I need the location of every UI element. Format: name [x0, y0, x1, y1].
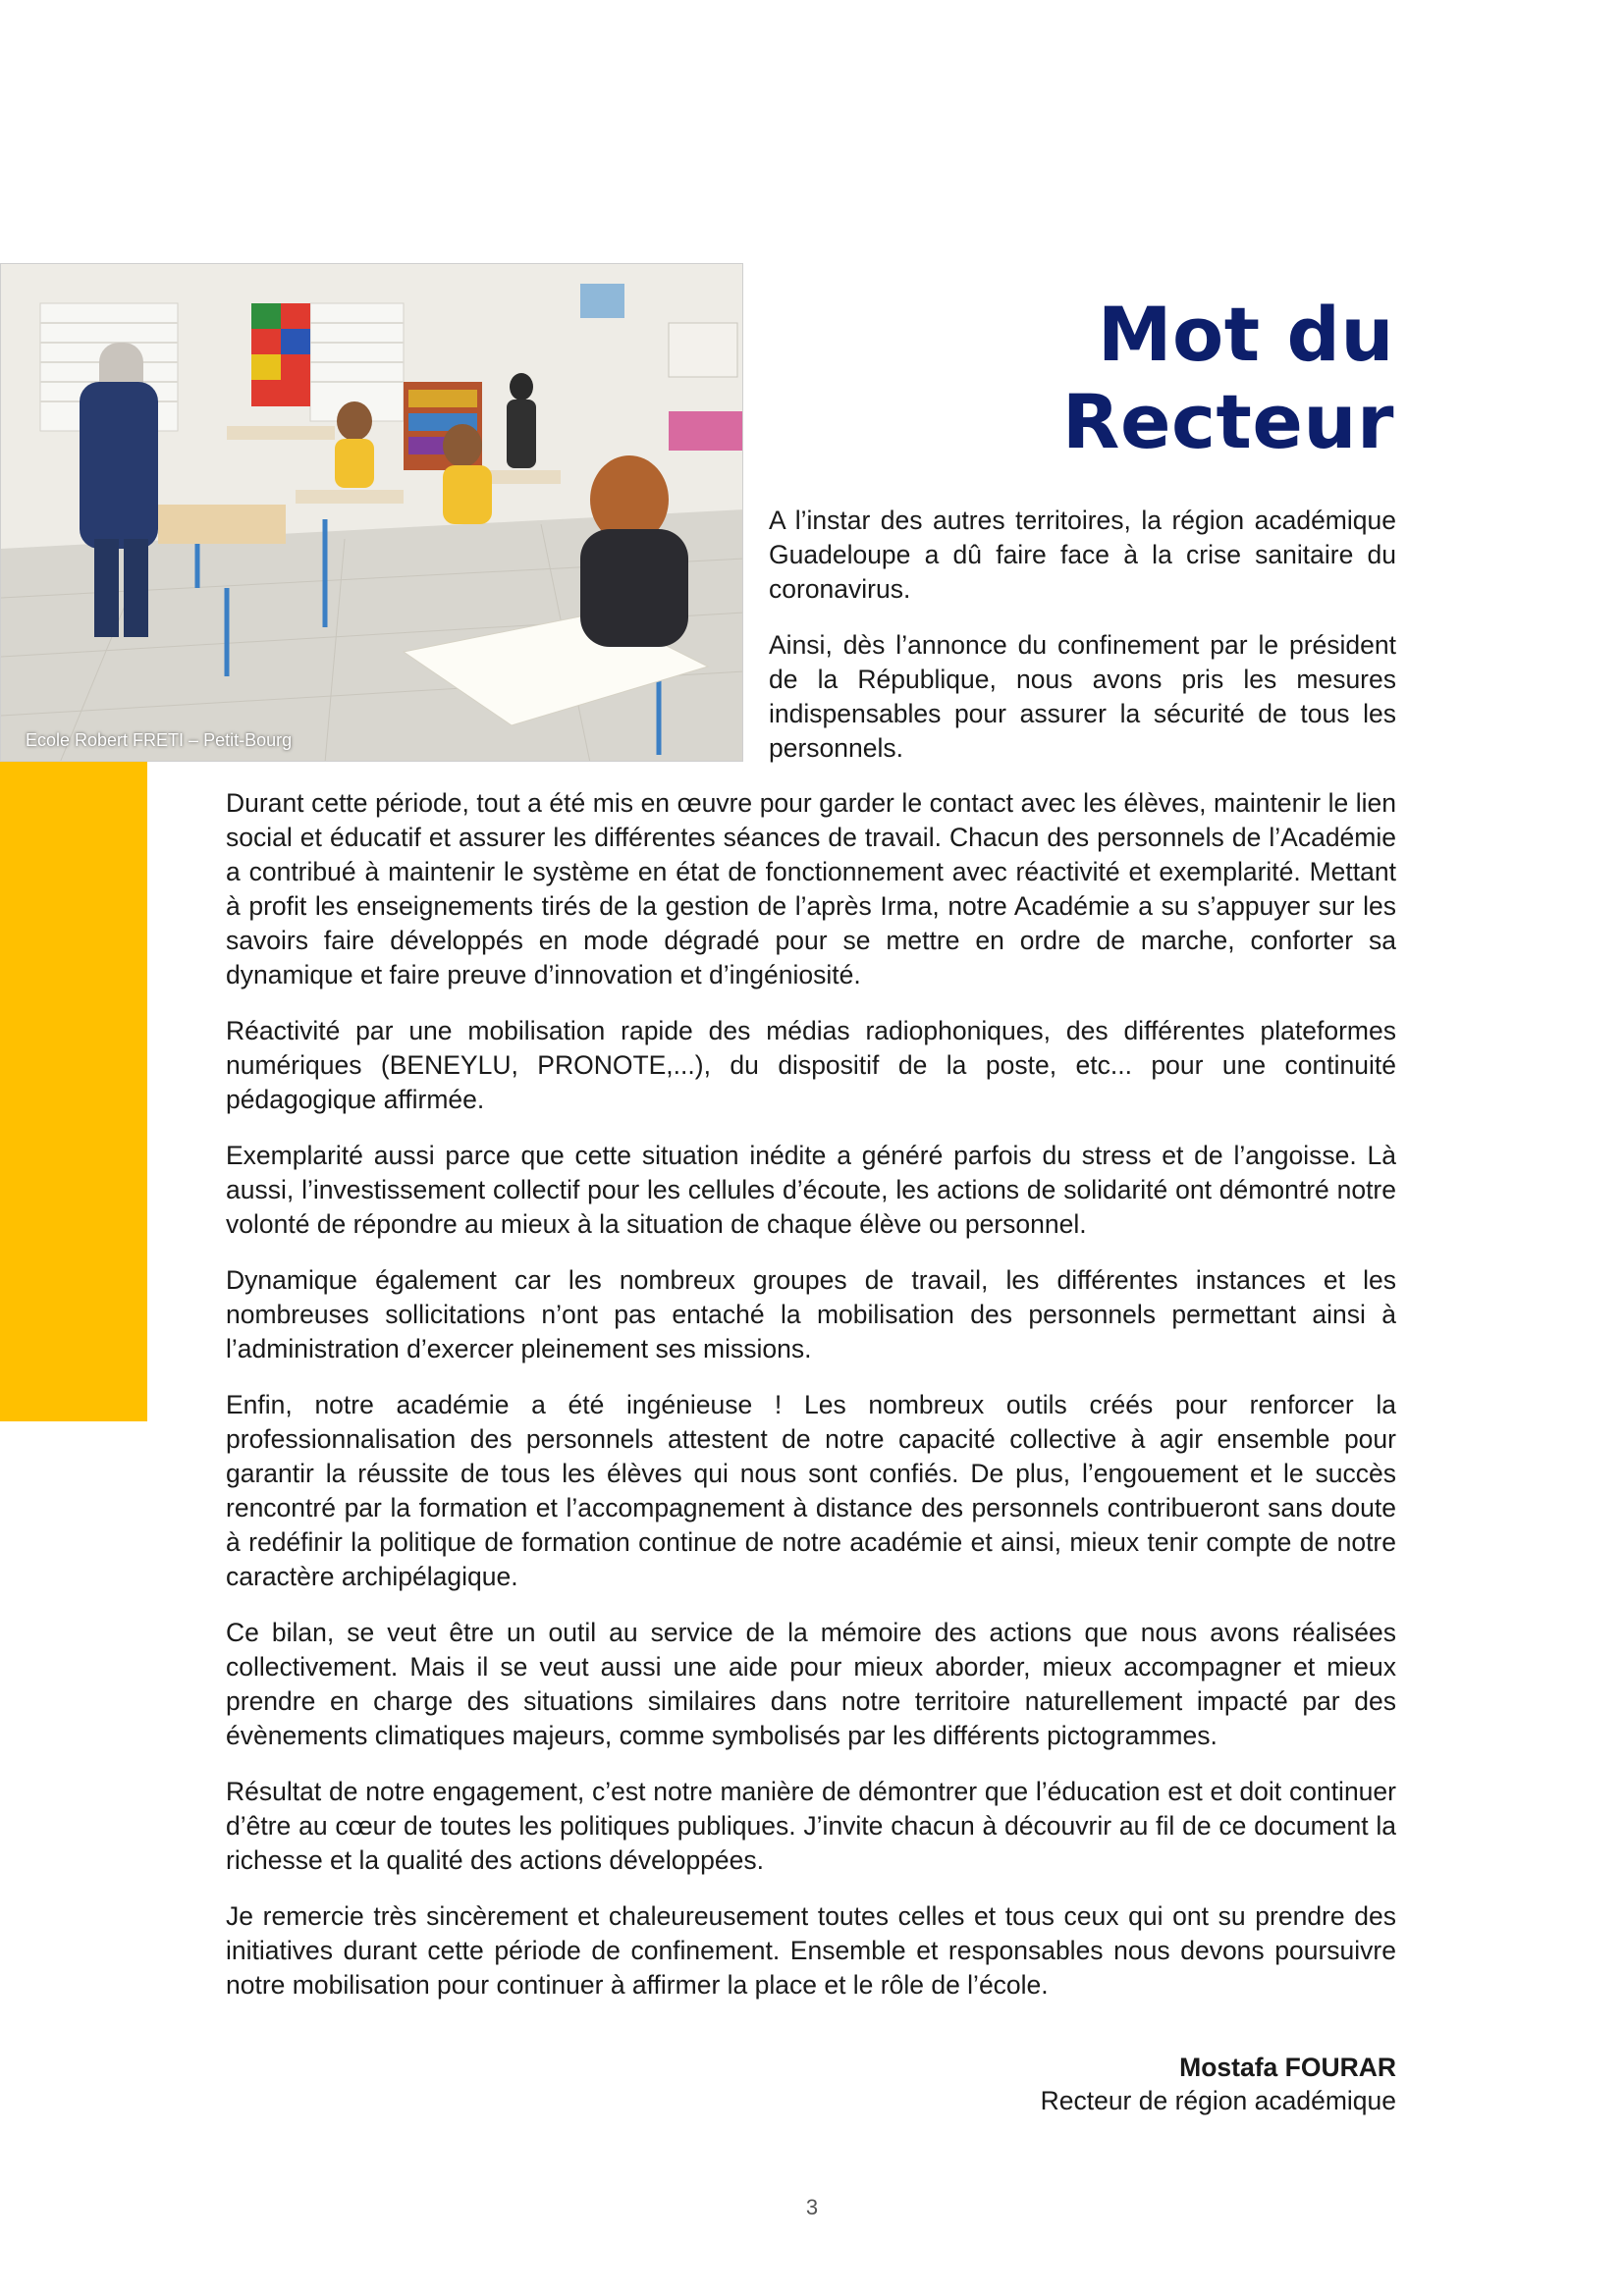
body-paragraph: Résultat de notre engagement, c’est notre manière de démontrer que l’éducation est et doit continuer d’être au cœur de toutes les politiques publiques. J’invite chacun à découvrir au fil de ce document la richesse et la qualité des actions développées.	[226, 1777, 1396, 1875]
page-title: Mot du Recteur	[1061, 291, 1394, 465]
signature-role: Recteur de région académique	[1040, 2086, 1396, 2115]
signature-name: Mostafa FOURAR	[1179, 2053, 1396, 2082]
classroom-illustration	[1, 264, 743, 762]
accent-bar	[0, 762, 147, 1421]
page-number: 3	[805, 2195, 819, 2219]
body-paragraph: Durant cette période, tout a été mis en œuvre pour garder le contact avec les élèves, maintenir le lien social et éducatif et assurer les différentes séances de travail. Chacun des personnels de l’Académie a contribué à maintenir le système en état de fonctionnement avec réactivité et exemplarité. Mettant à profit les enseignements tirés de la gestion de l’après Irma, notre Académie a su s’appuyer sur les savoirs faire développés en mode dégradé pour se mettre en ordre de marche, conforter sa dynamique et faire preuve d’innovation et d’ingéniosité.	[226, 788, 1396, 989]
body-paragraph: Dynamique également car les nombreux groupes de travail, les différentes instances et les nombreuses sollicitations n’ont pas entaché la mobilisation des personnels permettant ainsi à l’administration d’exercer pleinement ses missions.	[226, 1265, 1396, 1363]
intro-column	[769, 504, 1396, 787]
body-paragraph: Je remercie très sincèrement et chaleureusement toutes celles et tous ceux qui ont su prendre des initiatives durant cette période de confinement. Ensemble et responsables nous devons poursuivre notre mobilisation pour continuer à affirmer la place et le rôle de l’école.	[226, 1901, 1396, 2000]
intro-paragraph: A l’instar des autres territoires, la région académique Guadeloupe a dû faire face à la crise sanitaire du coronavirus.	[769, 506, 1396, 604]
body-paragraph: Réactivité par une mobilisation rapide des médias radiophoniques, des différentes plateformes numériques (BENEYLU, PRONOTE,...), du dispositif de la poste, etc... pour une continuité pédagogique affirmée.	[226, 1016, 1396, 1114]
classroom-photo	[0, 263, 743, 762]
body-paragraph: Exemplarité aussi parce que cette situation inédite a généré parfois du stress et de l’angoisse. Là aussi, l’investissement collectif pour les cellules d’écoute, les actions de solidarité ont démontré notre volonté de répondre au mieux à la situation de chaque élève ou personnel.	[226, 1141, 1396, 1239]
signature-block	[884, 2051, 1396, 2117]
body-paragraph: Enfin, notre académie a été ingénieuse ! Les nombreux outils créés pour renforcer la professionnalisation des personnels attestent de notre capacité collective à agir ensemble pour garantir la réussite de tous les élèves qui nous sont confiés. De plus, l’engouement et le succès rencontré par la formation et l’accompagnement à distance des personnels contribueront sans doute à redéfinir la politique de formation continue de notre académie et ainsi, mieux tenir compte de notre caractère archipélagique.	[226, 1390, 1396, 1591]
intro-paragraph: Ainsi, dès l’annonce du confinement par le président de la République, nous avons pris les mesures indispensables pour assurer la sécurité de tous les personnels.	[769, 630, 1396, 763]
body-paragraph: Ce bilan, se veut être un outil au service de la mémoire des actions que nous avons réalisées collectivement. Mais il se veut aussi une aide pour mieux aborder, mieux accompagner et mieux prendre en charge des situations similaires dans notre territoire naturellement impacté par des évènements climatiques majeurs, comme symbolisés par les différents pictogrammes.	[226, 1618, 1396, 1750]
body-column	[226, 786, 1396, 2024]
photo-caption: Ecole Robert FRETI – Petit-Bourg	[26, 730, 293, 750]
